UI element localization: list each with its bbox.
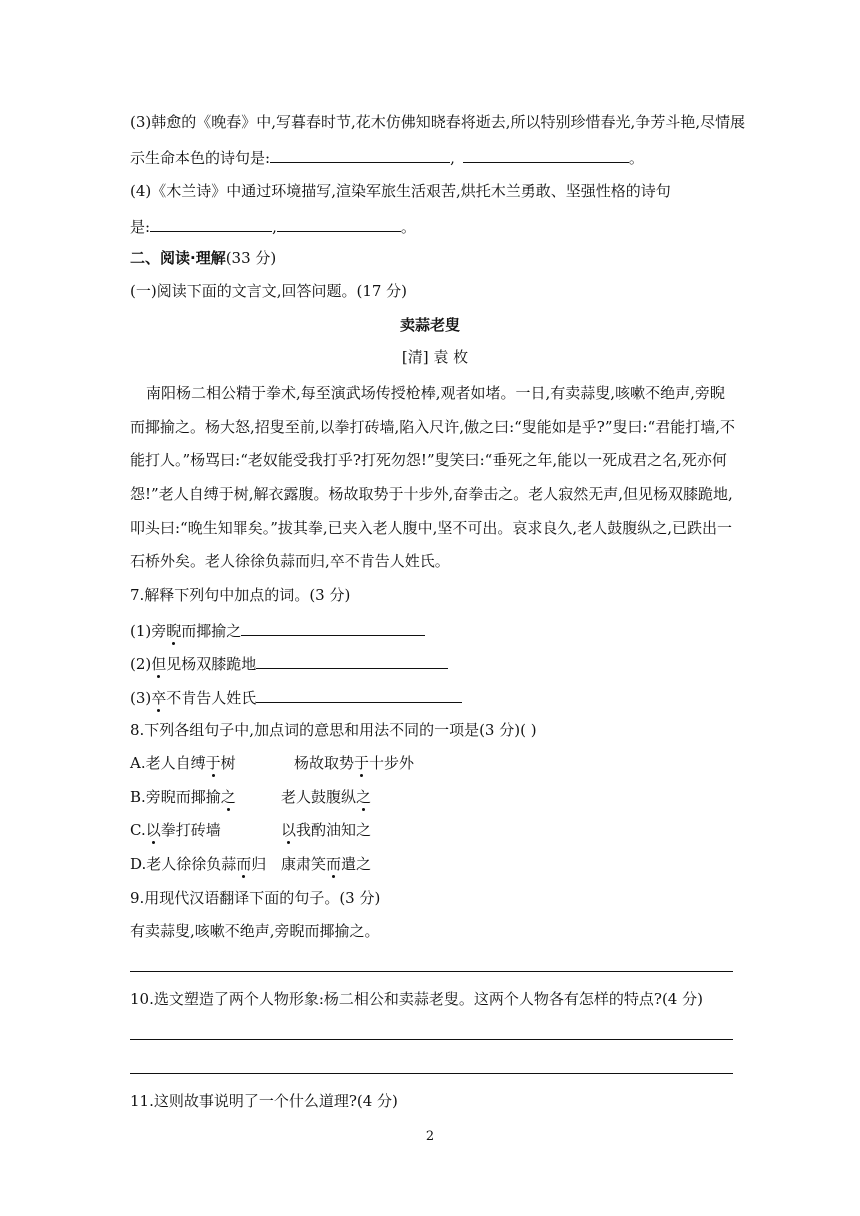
passage-line-5: 叩头曰:“晚生知罪矣。”拔其拳,已夹入老人腹中,坚不可出。哀求良久,老人鼓腹纵之,已跌出一 (130, 519, 732, 537)
q8-option-a-left (130, 753, 236, 773)
passage-author: [清] 袁 枚 (401, 348, 469, 366)
text-fragment: B.旁睨而揶揄 (130, 788, 221, 806)
q8-option-b-right (281, 787, 371, 807)
q8-option-b-left-dotted: 之 (220, 788, 236, 806)
section-heading (130, 248, 276, 268)
page-number: 2 (425, 1129, 435, 1144)
q11-stem: 11.这则故事说明了一个什么道理?(4 分) (130, 1092, 398, 1110)
q3-answer-blank-1[interactable] (270, 146, 450, 163)
q9-answer-line[interactable] (130, 971, 733, 972)
q3-answer-blank-2[interactable] (463, 146, 629, 163)
text-fragment: 老人鼓腹纵 (281, 788, 357, 806)
text-fragment: 树 (220, 754, 236, 772)
q7-item-3-dotted-word: 卒 (151, 689, 167, 707)
q4-sep: , (272, 218, 277, 236)
q7-item-2-post: 见杨双膝跪地 (166, 655, 257, 673)
passage-line-2: 而揶揄之。杨大怒,招叟至前,以拳打砖墙,陷入尺许,傲之曰:“叟能如是乎?”叟曰:“君能打墙,不 (130, 418, 735, 436)
q7-item-1-dotted-word: 睨 (166, 622, 182, 640)
text-fragment: C. (130, 821, 146, 839)
q10-answer-line-2[interactable] (130, 1073, 733, 1074)
q4-line-1: (4)《木兰诗》中通过环境描写,渲染军旅生活艰苦,烘托木兰勇敢、坚强性格的诗句 (130, 182, 671, 200)
text-fragment: 杨故取势 (294, 754, 355, 772)
q7-item-2-dotted-word: 但 (151, 655, 167, 673)
passage-line-6: 石桥外矣。老人徐徐负蒜而归,卒不肯告人姓氏。 (130, 552, 450, 570)
q7-item-1-answer-blank[interactable] (241, 619, 425, 636)
text-fragment: 遣之 (341, 855, 372, 873)
q7-item-2 (130, 652, 448, 674)
passage-line-3: 能打人。”杨骂曰:“老奴能受我打乎?打死勿怨!”叟笑曰:“垂死之年,能以一死成君之名,死亦何 (130, 451, 727, 469)
q9-sentence: 有卖蒜叟,咳嗽不绝声,旁睨而揶揄之。 (130, 922, 380, 940)
part-intro: (一)阅读下面的文言文,回答问题。(17 分) (130, 282, 408, 300)
q8-option-d-right-dotted: 而 (326, 855, 342, 873)
q8-option-b-right-dotted: 之 (356, 788, 372, 806)
q4-line-2 (130, 215, 416, 237)
q8-option-c-left-dotted: 以 (145, 821, 161, 839)
q3-sep: , (450, 149, 455, 167)
text-fragment: 拳打砖墙 (160, 821, 221, 839)
section-heading-text: 二、阅读·理解 (130, 249, 226, 267)
q8-option-d-left-dotted: 而 (236, 855, 252, 873)
passage-line-4: 怨!”老人自缚于树,解衣露腹。杨故取势于十步外,奋拳击之。老人寂然无声,但见杨双膝跪地, (130, 485, 733, 503)
text-fragment: 我酌油知之 (296, 821, 372, 839)
q7-item-1-pre: (1)旁 (130, 622, 167, 640)
q8-option-a-left-dotted: 于 (205, 754, 221, 772)
q8-option-a-right (294, 753, 414, 773)
q3-prefix: 示生命本色的诗句是: (130, 149, 271, 167)
q4-prefix: 是: (130, 218, 151, 236)
q7-stem: 7.解释下列句中加点的词。(3 分) (130, 586, 351, 604)
q7-item-3-answer-blank[interactable] (256, 686, 462, 703)
text-fragment: 十步外 (369, 754, 415, 772)
q8-option-c-right-dotted: 以 (281, 821, 297, 839)
q8-stem: 8.下列各组句子中,加点词的意思和用法不同的一项是(3 分)( ) (130, 721, 537, 739)
q8-option-c-right (281, 820, 371, 840)
text-fragment: D.老人徐徐负蒜 (130, 855, 237, 873)
q9-stem: 9.用现代汉语翻译下面的句子。(3 分) (130, 889, 381, 907)
text-fragment: A.老人自缚 (130, 754, 206, 772)
q7-item-3-post: 不肯告人姓氏 (166, 689, 257, 707)
q8-option-a-right-dotted: 于 (354, 754, 370, 772)
q8-option-d-left (130, 854, 266, 874)
text-fragment: 归 (251, 855, 267, 873)
q7-item-3-pre: (3) (130, 689, 152, 707)
q4-answer-blank-1[interactable] (150, 215, 272, 232)
text-fragment: 康肃笑 (281, 855, 327, 873)
q3-end: 。 (628, 149, 644, 167)
q7-item-2-answer-blank[interactable] (256, 652, 448, 669)
q7-item-1-post: 而揶揄之 (181, 622, 242, 640)
q4-answer-blank-2[interactable] (277, 215, 401, 232)
q7-item-3 (130, 686, 462, 708)
q3-line-1: (3)韩愈的《晚春》中,写暮春时节,花木仿佛知晓春将逝去,所以特别珍惜春光,争芳斗艳,尽情展 (130, 113, 746, 131)
passage-title: 卖蒜老叟 (399, 316, 460, 334)
q7-item-1 (130, 619, 425, 641)
q7-item-2-pre: (2) (130, 655, 152, 673)
q10-stem: 10.选文塑造了两个人物形象:杨二相公和卖蒜老叟。这两个人物各有怎样的特点?(4 分) (130, 990, 703, 1008)
q8-option-c-left (130, 820, 221, 840)
section-heading-score: (33 分) (225, 249, 277, 267)
q8-option-b-left (130, 787, 236, 807)
q8-option-d-right (281, 854, 371, 874)
passage-line-1: 南阳杨二相公精于拳术,每至演武场传授枪棒,观者如堵。一日,有卖蒜叟,咳嗽不绝声,旁睨 (146, 384, 725, 402)
q3-line-2 (130, 146, 644, 168)
q10-answer-line-1[interactable] (130, 1039, 733, 1040)
q4-end: 。 (400, 218, 416, 236)
